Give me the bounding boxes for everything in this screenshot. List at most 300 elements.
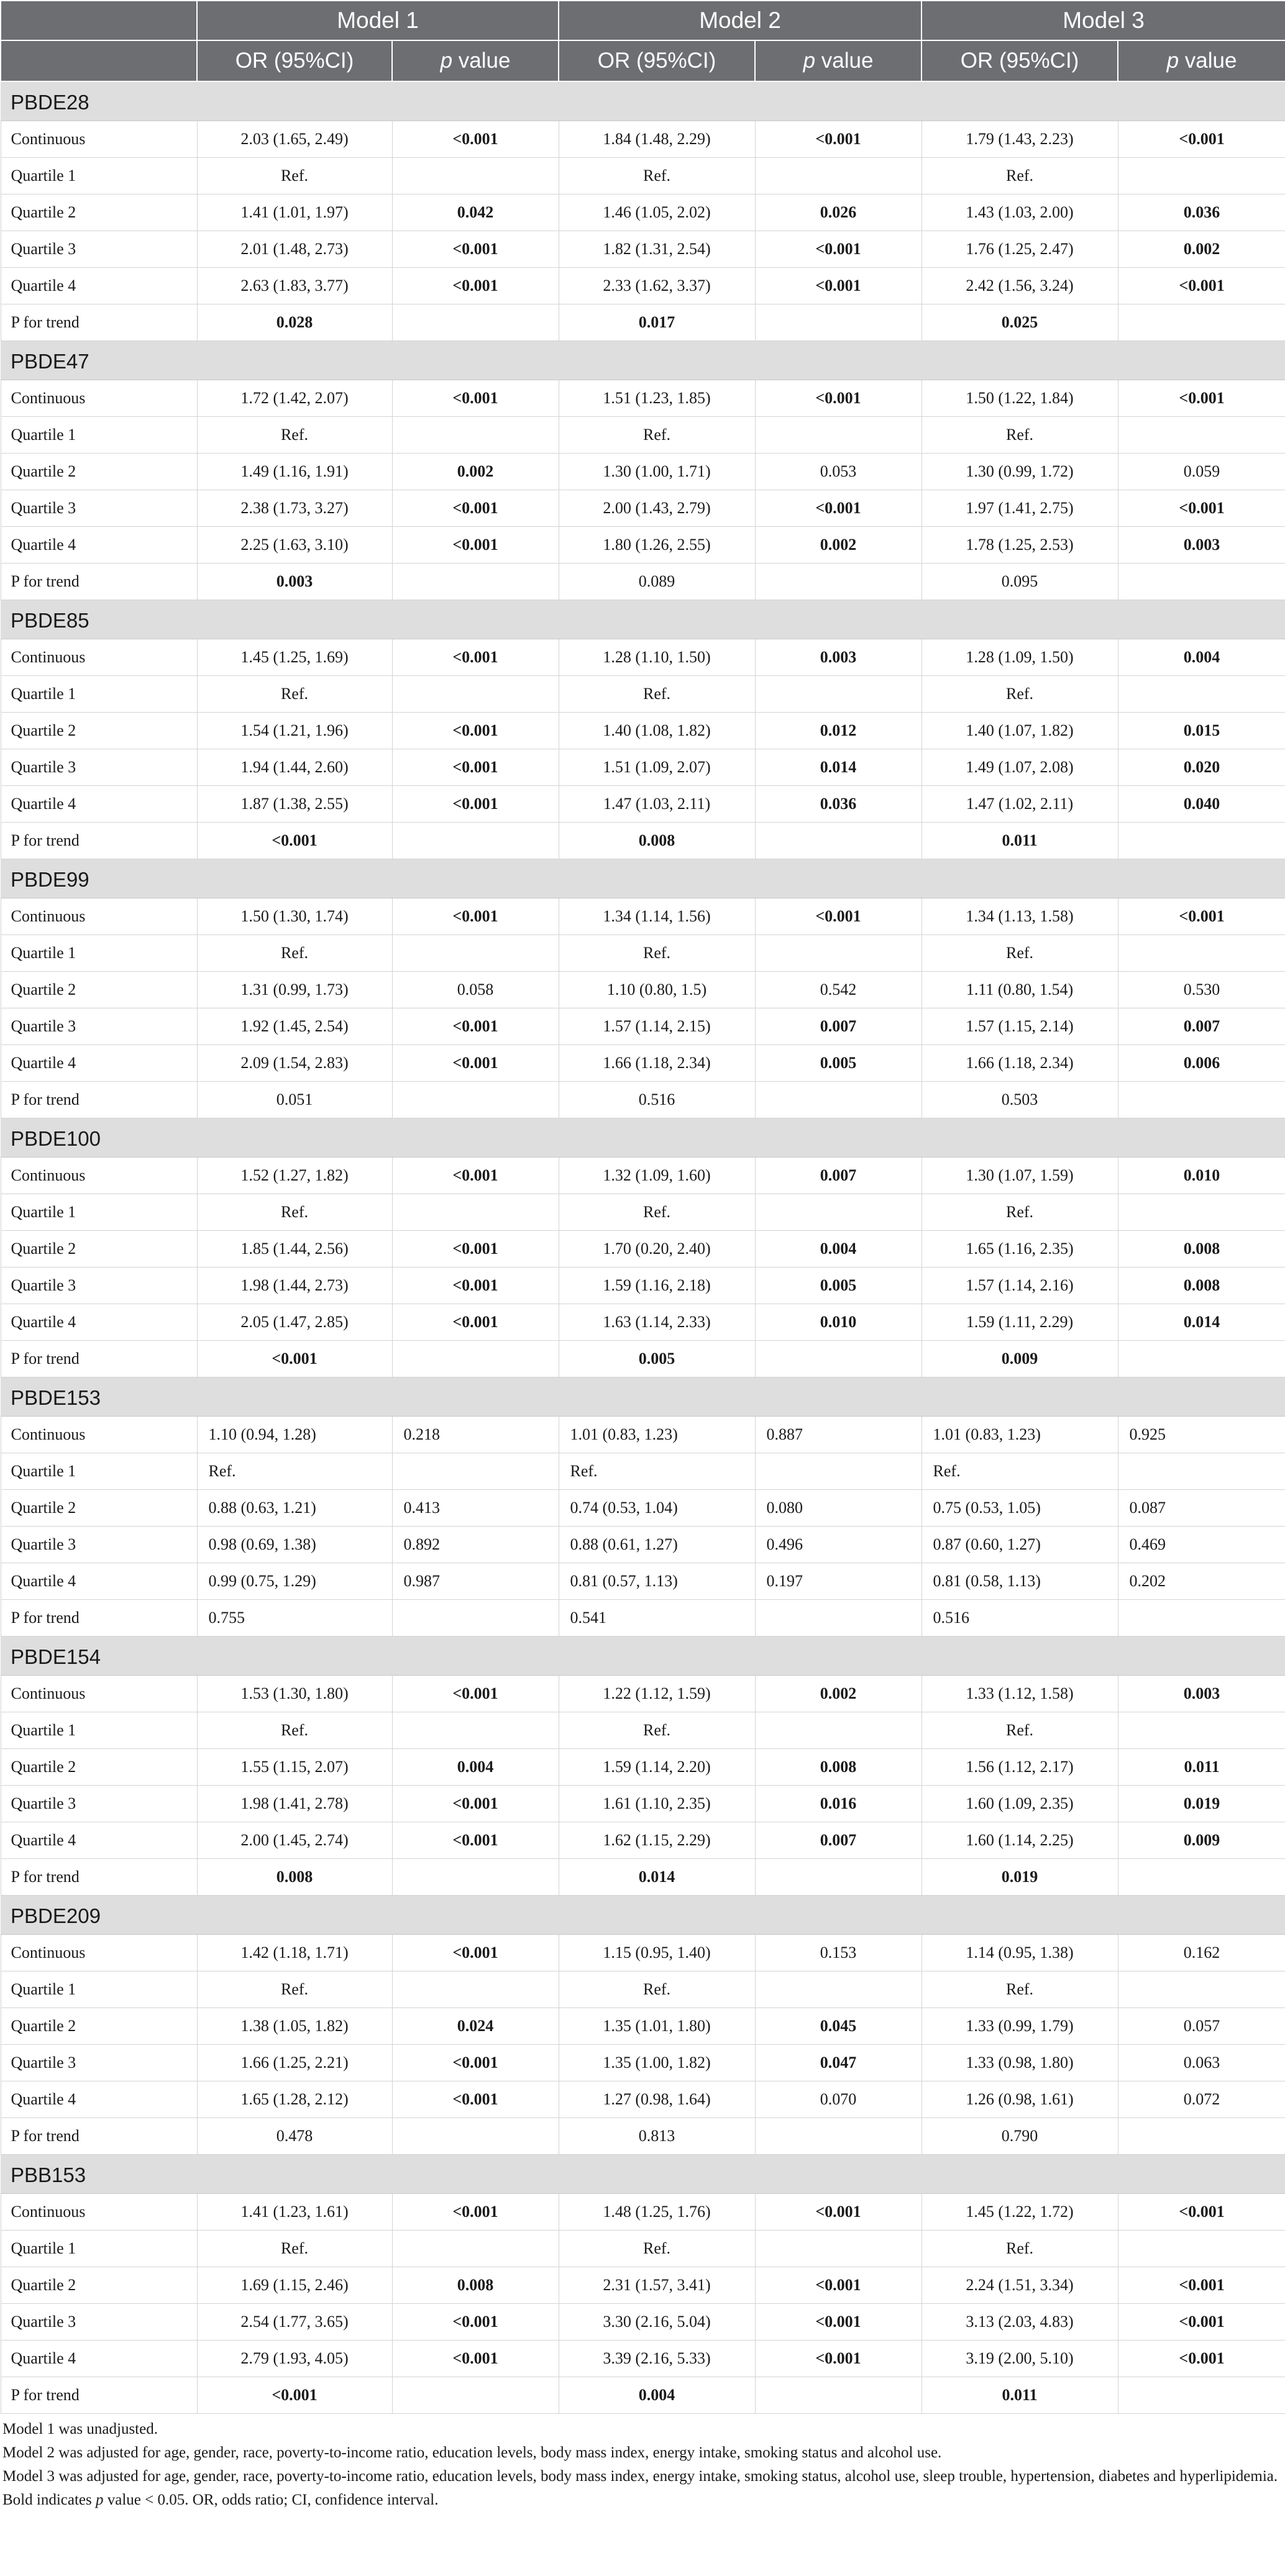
p-value-cell: <0.001 [392,1045,559,1082]
p-value-cell: <0.001 [392,1008,559,1045]
p-value-cell: 0.070 [755,2081,921,2118]
p-value-cell [755,676,921,713]
p-value-cell: <0.001 [1118,2267,1285,2304]
row-label: Quartile 4 [1,1822,197,1859]
p-value-cell: <0.001 [1118,2194,1285,2231]
or-cell: 0.003 [197,564,392,600]
or-cell: <0.001 [197,1341,392,1377]
or-cell: 2.54 (1.77, 3.65) [197,2304,392,2341]
table-row [1,121,1285,158]
p-value-cell: 0.059 [1118,454,1285,490]
or-cell: 0.516 [921,1600,1118,1637]
p-value-cell: 0.925 [1118,1417,1285,1453]
or-cell: 1.57 (1.14, 2.16) [921,1267,1118,1304]
or-cell: 1.10 (0.94, 1.28) [197,1417,392,1453]
p-value-cell: 0.020 [1118,749,1285,786]
p-value-cell: <0.001 [755,380,921,417]
p-value-cell: 0.036 [755,786,921,823]
table-row [1,490,1285,527]
p-value-cell: 0.002 [1118,231,1285,268]
or-cell: 2.42 (1.56, 3.24) [921,268,1118,304]
compound-group-row [1,1377,1285,1417]
or-cell: 1.54 (1.21, 1.96) [197,713,392,749]
compound-group-row [1,341,1285,380]
p-value-cell: 0.008 [755,1749,921,1786]
p-value-cell: 0.040 [1118,786,1285,823]
header-blank [1,1,197,40]
table-row [1,1935,1285,1971]
p-value-cell: <0.001 [1118,490,1285,527]
row-label: Quartile 2 [1,1749,197,1786]
p-value-cell: 0.469 [1118,1527,1285,1563]
or-cell: 1.34 (1.13, 1.58) [921,898,1118,935]
or-cell: 1.59 (1.14, 2.20) [559,1749,755,1786]
row-label: Continuous [1,2194,197,2231]
or-cell: Ref. [921,417,1118,454]
row-label: P for trend [1,1859,197,1896]
or-cell: 1.87 (1.38, 2.55) [197,786,392,823]
p-value-cell [755,1859,921,1896]
or-cell: 1.30 (1.07, 1.59) [921,1158,1118,1194]
row-label: Quartile 3 [1,1527,197,1563]
or-cell: 1.11 (0.80, 1.54) [921,972,1118,1008]
table-row [1,158,1285,194]
or-cell: 1.57 (1.14, 2.15) [559,1008,755,1045]
table-row [1,1563,1285,1600]
or-cell: 1.65 (1.28, 2.12) [197,2081,392,2118]
row-label: P for trend [1,1082,197,1118]
compound-group-row [1,81,1285,121]
or-cell: 0.790 [921,2118,1118,2155]
table-row [1,194,1285,231]
p-value-cell [392,1971,559,2008]
or-cell: 0.98 (0.69, 1.38) [197,1527,392,1563]
p-value-cell: 0.153 [755,1935,921,1971]
or-cell: 0.755 [197,1600,392,1637]
p-value-cell: 0.047 [755,2045,921,2081]
row-label: Quartile 1 [1,1453,197,1490]
or-cell: 0.014 [559,1859,755,1896]
p-value-cell: <0.001 [392,713,559,749]
table-row [1,454,1285,490]
or-cell: 1.15 (0.95, 1.40) [559,1935,755,1971]
or-cell: 1.30 (1.00, 1.71) [559,454,755,490]
p-value-cell: <0.001 [392,786,559,823]
or-cell: 0.011 [921,823,1118,859]
or-cell: 2.38 (1.73, 3.27) [197,490,392,527]
table-row [1,527,1285,564]
row-label: Quartile 4 [1,1563,197,1600]
p-value-cell: 0.002 [755,1676,921,1712]
or-cell: Ref. [197,1453,392,1490]
or-cell: 2.63 (1.83, 3.77) [197,268,392,304]
or-cell: Ref. [197,2231,392,2267]
p-value-cell: 0.008 [392,2267,559,2304]
table-row [1,935,1285,972]
or-cell: 1.28 (1.10, 1.50) [559,639,755,676]
p-value-cell [392,1194,559,1231]
table-row [1,304,1285,341]
table-row [1,1971,1285,2008]
table-row [1,2267,1285,2304]
or-cell: Ref. [921,1453,1118,1490]
p-value-cell [755,935,921,972]
p-value-cell: <0.001 [755,2194,921,2231]
or-cell: 3.30 (2.16, 5.04) [559,2304,755,2341]
p-value-cell [392,304,559,341]
table-row [1,1267,1285,1304]
row-label: Quartile 3 [1,1786,197,1822]
or-cell: 1.63 (1.14, 2.33) [559,1304,755,1341]
footnote-bold: Bold indicates p value < 0.05. OR, odds ratio; CI, confidence interval. [2,2492,439,2508]
or-cell: 1.85 (1.44, 2.56) [197,1231,392,1267]
or-cell: 1.41 (1.23, 1.61) [197,2194,392,2231]
table-row [1,1417,1285,1453]
or-cell: 1.46 (1.05, 2.02) [559,194,755,231]
row-label: Quartile 4 [1,1045,197,1082]
p-value-cell [392,1859,559,1896]
p-value-cell [392,1453,559,1490]
p-value-cell [755,1453,921,1490]
p-value-cell: <0.001 [1118,2304,1285,2341]
table-row [1,417,1285,454]
p-value-cell [1118,1341,1285,1377]
p-value-cell: 0.014 [1118,1304,1285,1341]
p-value-cell [755,1971,921,2008]
p-value-cell [755,564,921,600]
or-cell: 1.40 (1.07, 1.82) [921,713,1118,749]
p-value-cell [392,823,559,859]
p-value-cell: <0.001 [755,2341,921,2377]
row-label: Quartile 1 [1,158,197,194]
row-label: Quartile 1 [1,2231,197,2267]
or-cell: Ref. [559,1194,755,1231]
or-cell: 0.019 [921,1859,1118,1896]
row-label: Continuous [1,1676,197,1712]
header-blank-2 [1,40,197,81]
or-cell: 1.66 (1.25, 2.21) [197,2045,392,2081]
row-label: Quartile 2 [1,713,197,749]
or-cell: 1.65 (1.16, 2.35) [921,1231,1118,1267]
or-cell: 0.503 [921,1082,1118,1118]
or-cell: 0.516 [559,1082,755,1118]
or-cell: 1.35 (1.00, 1.82) [559,2045,755,2081]
p-value-cell [1118,823,1285,859]
table-header [1,1,1285,81]
p-value-cell [392,1341,559,1377]
or-cell: 2.79 (1.93, 4.05) [197,2341,392,2377]
or-cell: Ref. [559,1712,755,1749]
p-value-cell: <0.001 [755,268,921,304]
p-value-cell: 0.087 [1118,1490,1285,1527]
p-value-cell [1118,1194,1285,1231]
p-value-cell: 0.007 [755,1008,921,1045]
or-cell: 0.025 [921,304,1118,341]
p-value-cell: <0.001 [392,1231,559,1267]
p-value-cell: <0.001 [392,2045,559,2081]
or-cell: 1.34 (1.14, 1.56) [559,898,755,935]
p-value-cell: <0.001 [392,639,559,676]
row-label: Quartile 1 [1,1194,197,1231]
or-cell: 1.40 (1.08, 1.82) [559,713,755,749]
p-value-cell: 0.003 [1118,527,1285,564]
table-row [1,713,1285,749]
p-value-cell: 0.024 [392,2008,559,2045]
p-value-cell: <0.001 [755,898,921,935]
or-cell: Ref. [559,1971,755,2008]
row-label: P for trend [1,2377,197,2414]
p-value-header: p value [1118,40,1285,81]
or-cell: Ref. [559,935,755,972]
p-value-cell: 0.045 [755,2008,921,2045]
p-value-cell: 0.887 [755,1417,921,1453]
or-cell: 1.52 (1.27, 1.82) [197,1158,392,1194]
p-value-cell: <0.001 [392,527,559,564]
or-cell: 2.24 (1.51, 3.34) [921,2267,1118,2304]
or-cell: 1.14 (0.95, 1.38) [921,1935,1118,1971]
or-cell: 1.45 (1.22, 1.72) [921,2194,1118,2231]
footnote-model-3: Model 3 was adjusted for age, gender, race, poverty-to-income ratio, education levels, body mass index, energy intake, smoking status, alcohol use, sleep trouble, hypertension, diabetes and hyperlipidemia. [2,2468,1278,2485]
p-value-cell [1118,564,1285,600]
or-cell: 1.76 (1.25, 2.47) [921,231,1118,268]
p-value-cell: <0.001 [1118,268,1285,304]
or-cell: 1.50 (1.30, 1.74) [197,898,392,935]
or-cell: 1.69 (1.15, 2.46) [197,2267,392,2304]
table-row [1,823,1285,859]
table-row [1,1490,1285,1527]
model-2-header: Model 2 [559,1,921,40]
or-cell: 1.82 (1.31, 2.54) [559,231,755,268]
or-cell: Ref. [921,1971,1118,2008]
footnote-model-2: Model 2 was adjusted for age, gender, race, poverty-to-income ratio, education levels, body mass index, energy intake, smoking status and alcohol use. [2,2444,942,2461]
p-value-cell: 0.987 [392,1563,559,1600]
or-cell: 1.33 (0.99, 1.79) [921,2008,1118,2045]
p-value-cell: 0.007 [755,1822,921,1859]
or-cell: <0.001 [197,823,392,859]
or-cell: 1.45 (1.25, 1.69) [197,639,392,676]
or-cell: 0.008 [559,823,755,859]
p-value-cell [392,2377,559,2414]
p-value-cell: 0.007 [755,1158,921,1194]
or-cell: 2.05 (1.47, 2.85) [197,1304,392,1341]
row-label: P for trend [1,304,197,341]
or-header: OR (95%CI) [921,40,1118,81]
compound-name: PBDE99 [1,859,1285,898]
table-row [1,1304,1285,1341]
compound-group-row [1,2155,1285,2194]
or-cell: 0.81 (0.57, 1.13) [559,1563,755,1600]
p-value-cell [1118,1971,1285,2008]
table-row [1,2081,1285,2118]
or-cell: 1.26 (0.98, 1.61) [921,2081,1118,2118]
or-cell: 1.60 (1.09, 2.35) [921,1786,1118,1822]
table-row [1,231,1285,268]
p-value-cell: <0.001 [392,268,559,304]
p-value-cell: 0.014 [755,749,921,786]
or-cell: 0.87 (0.60, 1.27) [921,1527,1118,1563]
or-cell: 1.51 (1.23, 1.85) [559,380,755,417]
or-cell: 0.005 [559,1341,755,1377]
table-row [1,1341,1285,1377]
p-value-cell: 0.012 [755,713,921,749]
or-cell: Ref. [197,1971,392,2008]
p-value-cell: 0.026 [755,194,921,231]
p-value-cell: <0.001 [392,1158,559,1194]
p-value-cell: <0.001 [392,2194,559,2231]
or-cell: 1.78 (1.25, 2.53) [921,527,1118,564]
table-row [1,1600,1285,1637]
table-row [1,268,1285,304]
p-value-cell: <0.001 [392,231,559,268]
p-value-cell [1118,304,1285,341]
or-cell: Ref. [197,158,392,194]
table-row [1,1712,1285,1749]
model-1-header: Model 1 [197,1,559,40]
or-cell: 0.81 (0.58, 1.13) [921,1563,1118,1600]
row-label: Continuous [1,639,197,676]
p-value-cell: 0.058 [392,972,559,1008]
or-cell: Ref. [197,1194,392,1231]
or-cell: Ref. [197,1712,392,1749]
or-cell: 1.33 (1.12, 1.58) [921,1676,1118,1712]
row-label: Quartile 2 [1,454,197,490]
p-value-cell: 0.008 [1118,1267,1285,1304]
table-row [1,1822,1285,1859]
or-cell: 0.028 [197,304,392,341]
or-cell: 1.01 (0.83, 1.23) [559,1417,755,1453]
p-value-cell [755,2377,921,2414]
table-row [1,1158,1285,1194]
p-value-cell [392,1600,559,1637]
row-label: Quartile 3 [1,1008,197,1045]
p-value-cell [755,417,921,454]
table-row [1,1082,1285,1118]
p-value-cell: 0.005 [755,1267,921,1304]
or-cell: 1.56 (1.12, 2.17) [921,1749,1118,1786]
row-label: Quartile 4 [1,786,197,823]
row-label: Quartile 1 [1,1971,197,2008]
or-cell: Ref. [921,1712,1118,1749]
p-value-cell: 0.019 [1118,1786,1285,1822]
p-value-cell: <0.001 [1118,2341,1285,2377]
or-cell: 0.813 [559,2118,755,2155]
or-cell: 1.60 (1.14, 2.25) [921,1822,1118,1859]
or-cell: 0.99 (0.75, 1.29) [197,1563,392,1600]
table-row [1,380,1285,417]
row-label: Continuous [1,898,197,935]
footnote-model-1: Model 1 was unadjusted. [2,2421,158,2437]
table-row [1,1194,1285,1231]
or-cell: 3.13 (2.03, 4.83) [921,2304,1118,2341]
or-cell: 1.47 (1.03, 2.11) [559,786,755,823]
p-value-cell: 0.002 [755,527,921,564]
p-value-cell [1118,158,1285,194]
or-cell: 1.49 (1.16, 1.91) [197,454,392,490]
row-label: Quartile 4 [1,1304,197,1341]
or-cell: 1.50 (1.22, 1.84) [921,380,1118,417]
table-row [1,1676,1285,1712]
table-row [1,2194,1285,2231]
p-value-cell: <0.001 [392,121,559,158]
p-value-header: p value [392,40,559,81]
or-cell: 1.43 (1.03, 2.00) [921,194,1118,231]
p-value-cell [755,1600,921,1637]
p-value-cell: 0.003 [755,639,921,676]
or-cell: 1.79 (1.43, 2.23) [921,121,1118,158]
p-value-cell [1118,1712,1285,1749]
row-label: Quartile 2 [1,972,197,1008]
p-value-cell: <0.001 [392,749,559,786]
or-cell: Ref. [559,1453,755,1490]
p-value-cell [1118,1859,1285,1896]
p-value-cell [1118,2231,1285,2267]
compound-group-row [1,1118,1285,1158]
row-label: P for trend [1,1600,197,1637]
p-value-cell: <0.001 [755,121,921,158]
or-cell: Ref. [921,676,1118,713]
table-row [1,1786,1285,1822]
p-value-cell: 0.542 [755,972,921,1008]
p-value-cell: <0.001 [392,1304,559,1341]
or-cell: 0.541 [559,1600,755,1637]
or-cell: 0.004 [559,2377,755,2414]
p-value-cell [755,158,921,194]
table-row [1,2377,1285,2414]
or-cell: 1.98 (1.41, 2.78) [197,1786,392,1822]
row-label: Quartile 1 [1,935,197,972]
p-value-cell: 0.002 [392,454,559,490]
or-cell: 0.017 [559,304,755,341]
compound-name: PBDE28 [1,81,1285,121]
or-cell: 1.72 (1.42, 2.07) [197,380,392,417]
table-row [1,639,1285,676]
p-value-cell: 0.072 [1118,2081,1285,2118]
p-value-cell [1118,417,1285,454]
row-label: Quartile 4 [1,268,197,304]
p-value-cell: 0.010 [1118,1158,1285,1194]
compound-group-row [1,1637,1285,1676]
or-cell: <0.001 [197,2377,392,2414]
p-value-cell: 0.003 [1118,1676,1285,1712]
row-label: Quartile 2 [1,194,197,231]
or-cell: 1.66 (1.18, 2.34) [921,1045,1118,1082]
or-cell: Ref. [559,2231,755,2267]
or-cell: 1.57 (1.15, 2.14) [921,1008,1118,1045]
p-value-cell: 0.011 [1118,1749,1285,1786]
p-value-cell: 0.162 [1118,1935,1285,1971]
or-cell: Ref. [921,2231,1118,2267]
p-value-cell [755,304,921,341]
p-value-cell: <0.001 [392,1267,559,1304]
or-cell: 1.53 (1.30, 1.80) [197,1676,392,1712]
table-row [1,676,1285,713]
table-row [1,1527,1285,1563]
p-value-cell [392,935,559,972]
p-value-cell: 0.218 [392,1417,559,1453]
or-cell: 3.19 (2.00, 5.10) [921,2341,1118,2377]
or-cell: 0.88 (0.61, 1.27) [559,1527,755,1563]
p-value-cell [392,158,559,194]
p-value-cell: <0.001 [755,2267,921,2304]
p-value-cell [392,564,559,600]
row-label: Continuous [1,1935,197,1971]
p-value-header: p value [755,40,921,81]
or-header: OR (95%CI) [559,40,755,81]
row-label: Quartile 1 [1,417,197,454]
p-value-cell [755,1712,921,1749]
p-value-cell: 0.016 [755,1786,921,1822]
or-cell: 1.51 (1.09, 2.07) [559,749,755,786]
